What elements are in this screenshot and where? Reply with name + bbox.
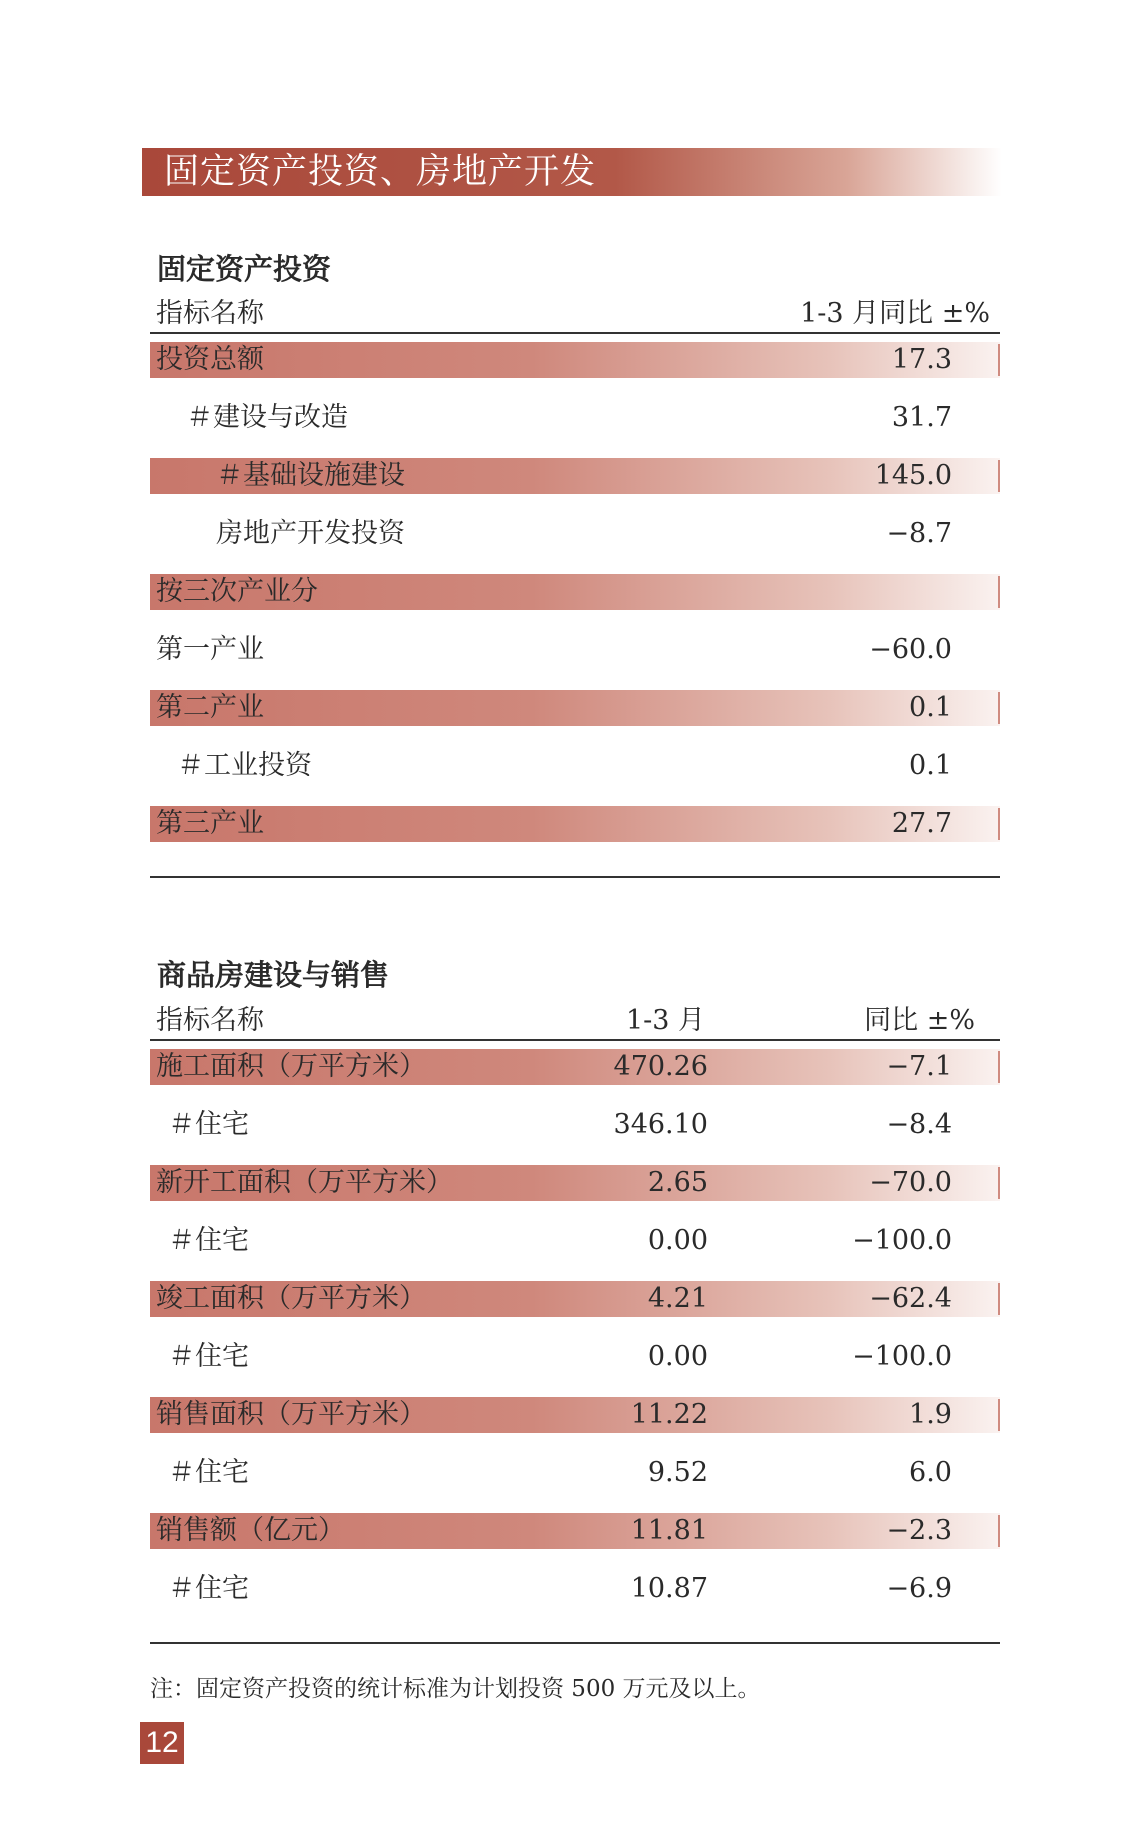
row-label: 第三产业 [156,808,264,839]
table-row [150,798,1000,856]
row-period-value: 4.21 [647,1283,708,1314]
row-label: 投资总额 [156,344,264,375]
fixed-asset-table [150,292,1000,856]
row-label: ＃基础设施建设 [216,460,405,491]
row-label: 按三次产业分 [156,576,318,607]
row-yoy-value: −62.4 [869,1283,952,1314]
housing-table [150,999,1000,1621]
row-label: ＃住宅 [168,1573,249,1604]
row-label: 销售面积（万平方米） [156,1399,426,1430]
row-period-value: 9.52 [647,1457,708,1488]
row-period-value: 10.87 [630,1573,708,1604]
table-row [150,450,1000,508]
row-yoy-value: −70.0 [869,1167,952,1198]
table-row [150,508,1000,566]
col-name-header: 指标名称 [156,1005,264,1036]
row-period-value: 11.22 [630,1399,708,1430]
table-row [150,1273,1000,1331]
table-row [150,1389,1000,1447]
row-label: ＃建设与改造 [186,402,348,433]
fixed-asset-title: 固定资产投资 [157,252,332,286]
housing-bottom-rule [150,1642,1000,1644]
col-mid-header: 1-3 月 [626,1005,706,1036]
row-label: 房地产开发投资 [216,518,405,549]
col-value-header: 同比 ±% [864,1005,975,1036]
row-yoy-value: −2.3 [886,1515,952,1546]
row-yoy-value: −6.9 [886,1573,952,1604]
table-row [150,334,1000,392]
row-period-value: 470.26 [613,1051,708,1082]
row-yoy-value: 17.3 [891,344,952,375]
row-label: ＃住宅 [168,1341,249,1372]
row-period-value: 0.00 [647,1225,708,1256]
table-row [150,1331,1000,1389]
col-value-header: 1-3 月同比 ±% [800,298,990,329]
row-yoy-value: 0.1 [909,750,952,781]
row-yoy-value: −8.4 [886,1109,952,1140]
row-label: 竣工面积（万平方米） [156,1283,426,1314]
table-row [150,1505,1000,1563]
row-period-value: 2.65 [647,1167,708,1198]
row-yoy-value: −60.0 [869,634,952,665]
table-row [150,1041,1000,1099]
table-row [150,740,1000,798]
section-banner [142,148,1002,196]
row-highlight-band [150,342,1000,378]
row-label: 施工面积（万平方米） [156,1051,426,1082]
row-label: ＃工业投资 [177,750,312,781]
row-yoy-value: −100.0 [852,1225,952,1256]
table-row [150,682,1000,740]
table-row [150,1563,1000,1621]
table-row [150,1447,1000,1505]
row-period-value: 11.81 [630,1515,708,1546]
row-yoy-value: 145.0 [874,460,952,491]
row-yoy-value: 27.7 [891,808,952,839]
row-label: ＃住宅 [168,1457,249,1488]
row-label: ＃住宅 [168,1109,249,1140]
table-row [150,566,1000,624]
row-label: 新开工面积（万平方米） [156,1167,453,1198]
row-yoy-value: 1.9 [909,1399,952,1430]
housing-title: 商品房建设与销售 [157,958,390,992]
table-row [150,1157,1000,1215]
row-highlight-band [150,690,1000,726]
row-highlight-band [150,806,1000,842]
table-header [150,292,1000,334]
row-yoy-value: 6.0 [909,1457,952,1488]
table-header [150,999,1000,1041]
fixed-asset-bottom-rule [150,876,1000,878]
row-yoy-value: −8.7 [886,518,952,549]
banner-title: 固定资产投资、房地产开发 [164,152,597,192]
row-period-value: 0.00 [647,1341,708,1372]
table-row [150,1215,1000,1273]
row-label: 第二产业 [156,692,264,723]
row-yoy-value: 31.7 [891,402,952,433]
row-label: ＃住宅 [168,1225,249,1256]
table-row [150,392,1000,450]
footnote: 注：固定资产投资的统计标准为计划投资 500 万元及以上。 [150,1676,761,1702]
row-label: 第一产业 [156,634,264,665]
row-yoy-value: 0.1 [909,692,952,723]
col-name-header: 指标名称 [156,298,264,329]
table-row [150,624,1000,682]
row-label: 销售额（亿元） [156,1515,345,1546]
page-number: 12 [140,1722,184,1764]
row-period-value: 346.10 [613,1109,708,1140]
row-yoy-value: −100.0 [852,1341,952,1372]
housing-rows [150,1041,1000,1621]
row-yoy-value: −7.1 [886,1051,952,1082]
fixed-asset-rows [150,334,1000,856]
table-row [150,1099,1000,1157]
